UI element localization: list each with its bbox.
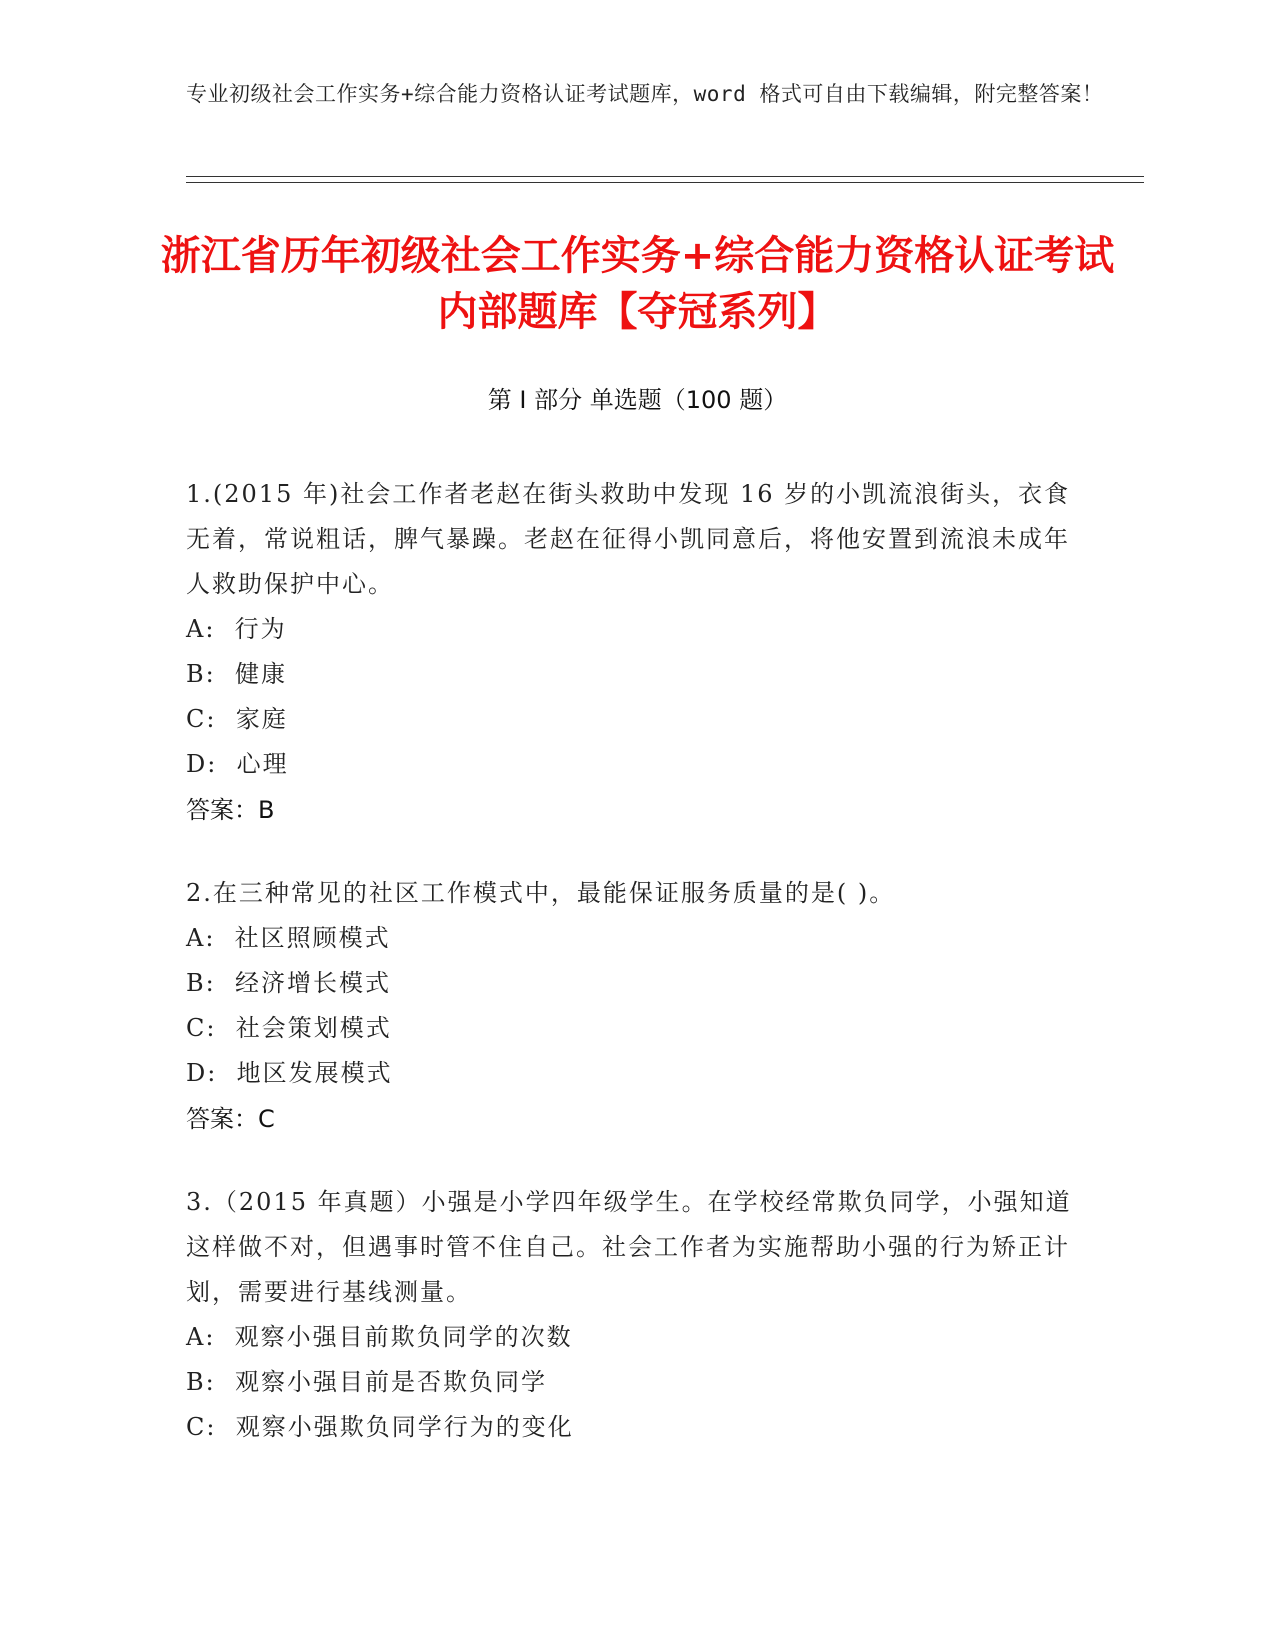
option-a: A: 观察小强目前欺负同学的次数 — [186, 1323, 573, 1351]
option-b: B: 健康 — [186, 660, 287, 688]
option-c: C: 观察小强欺负同学行为的变化 — [186, 1413, 574, 1441]
question-stem: 2.在三种常见的社区工作模式中，最能保证服务质量的是( )。 — [186, 879, 896, 907]
answer: 答案：B — [186, 796, 275, 824]
header-divider-top — [186, 176, 1144, 177]
question-2 — [186, 871, 1076, 1142]
document-title: 浙江省历年初级社会工作实务+综合能力资格认证考试内部题库【夺冠系列】 — [160, 233, 1115, 335]
question-stem: 1.(2015 年)社会工作者老赵在街头救助中发现 16 岁的小凯流浪街头，衣食无着，常说粗话，脾气暴躁。老赵在征得小凯同意后，将他安置到流浪未成年人救助保护中心。 — [186, 480, 1071, 598]
header-divider-bottom — [186, 182, 1144, 183]
header-note: 专业初级社会工作实务+综合能力资格认证考试题库，word 格式可自由下载编辑，附完整答案！ — [186, 82, 1104, 106]
option-a: A: 社区照顾模式 — [186, 924, 391, 952]
option-d: D: 地区发展模式 — [186, 1059, 393, 1087]
question-3 — [186, 1180, 1076, 1450]
answer: 答案：C — [186, 1105, 275, 1133]
option-b: B: 观察小强目前是否欺负同学 — [186, 1368, 547, 1396]
section-title: 第 I 部分 单选题（100 题） — [487, 386, 788, 414]
question-list — [186, 472, 1076, 1488]
question-stem: 3.（2015 年真题）小强是小学四年级学生。在学校经常欺负同学，小强知道这样做不对，但遇事时管不住自己。社会工作者为实施帮助小强的行为矫正计划，需要进行基线测量。 — [186, 1188, 1072, 1306]
question-1 — [186, 472, 1076, 833]
option-c: C: 社会策划模式 — [186, 1014, 392, 1042]
option-c: C: 家庭 — [186, 705, 288, 733]
option-a: A: 行为 — [186, 615, 287, 643]
option-b: B: 经济增长模式 — [186, 969, 391, 997]
option-d: D: 心理 — [186, 750, 289, 778]
